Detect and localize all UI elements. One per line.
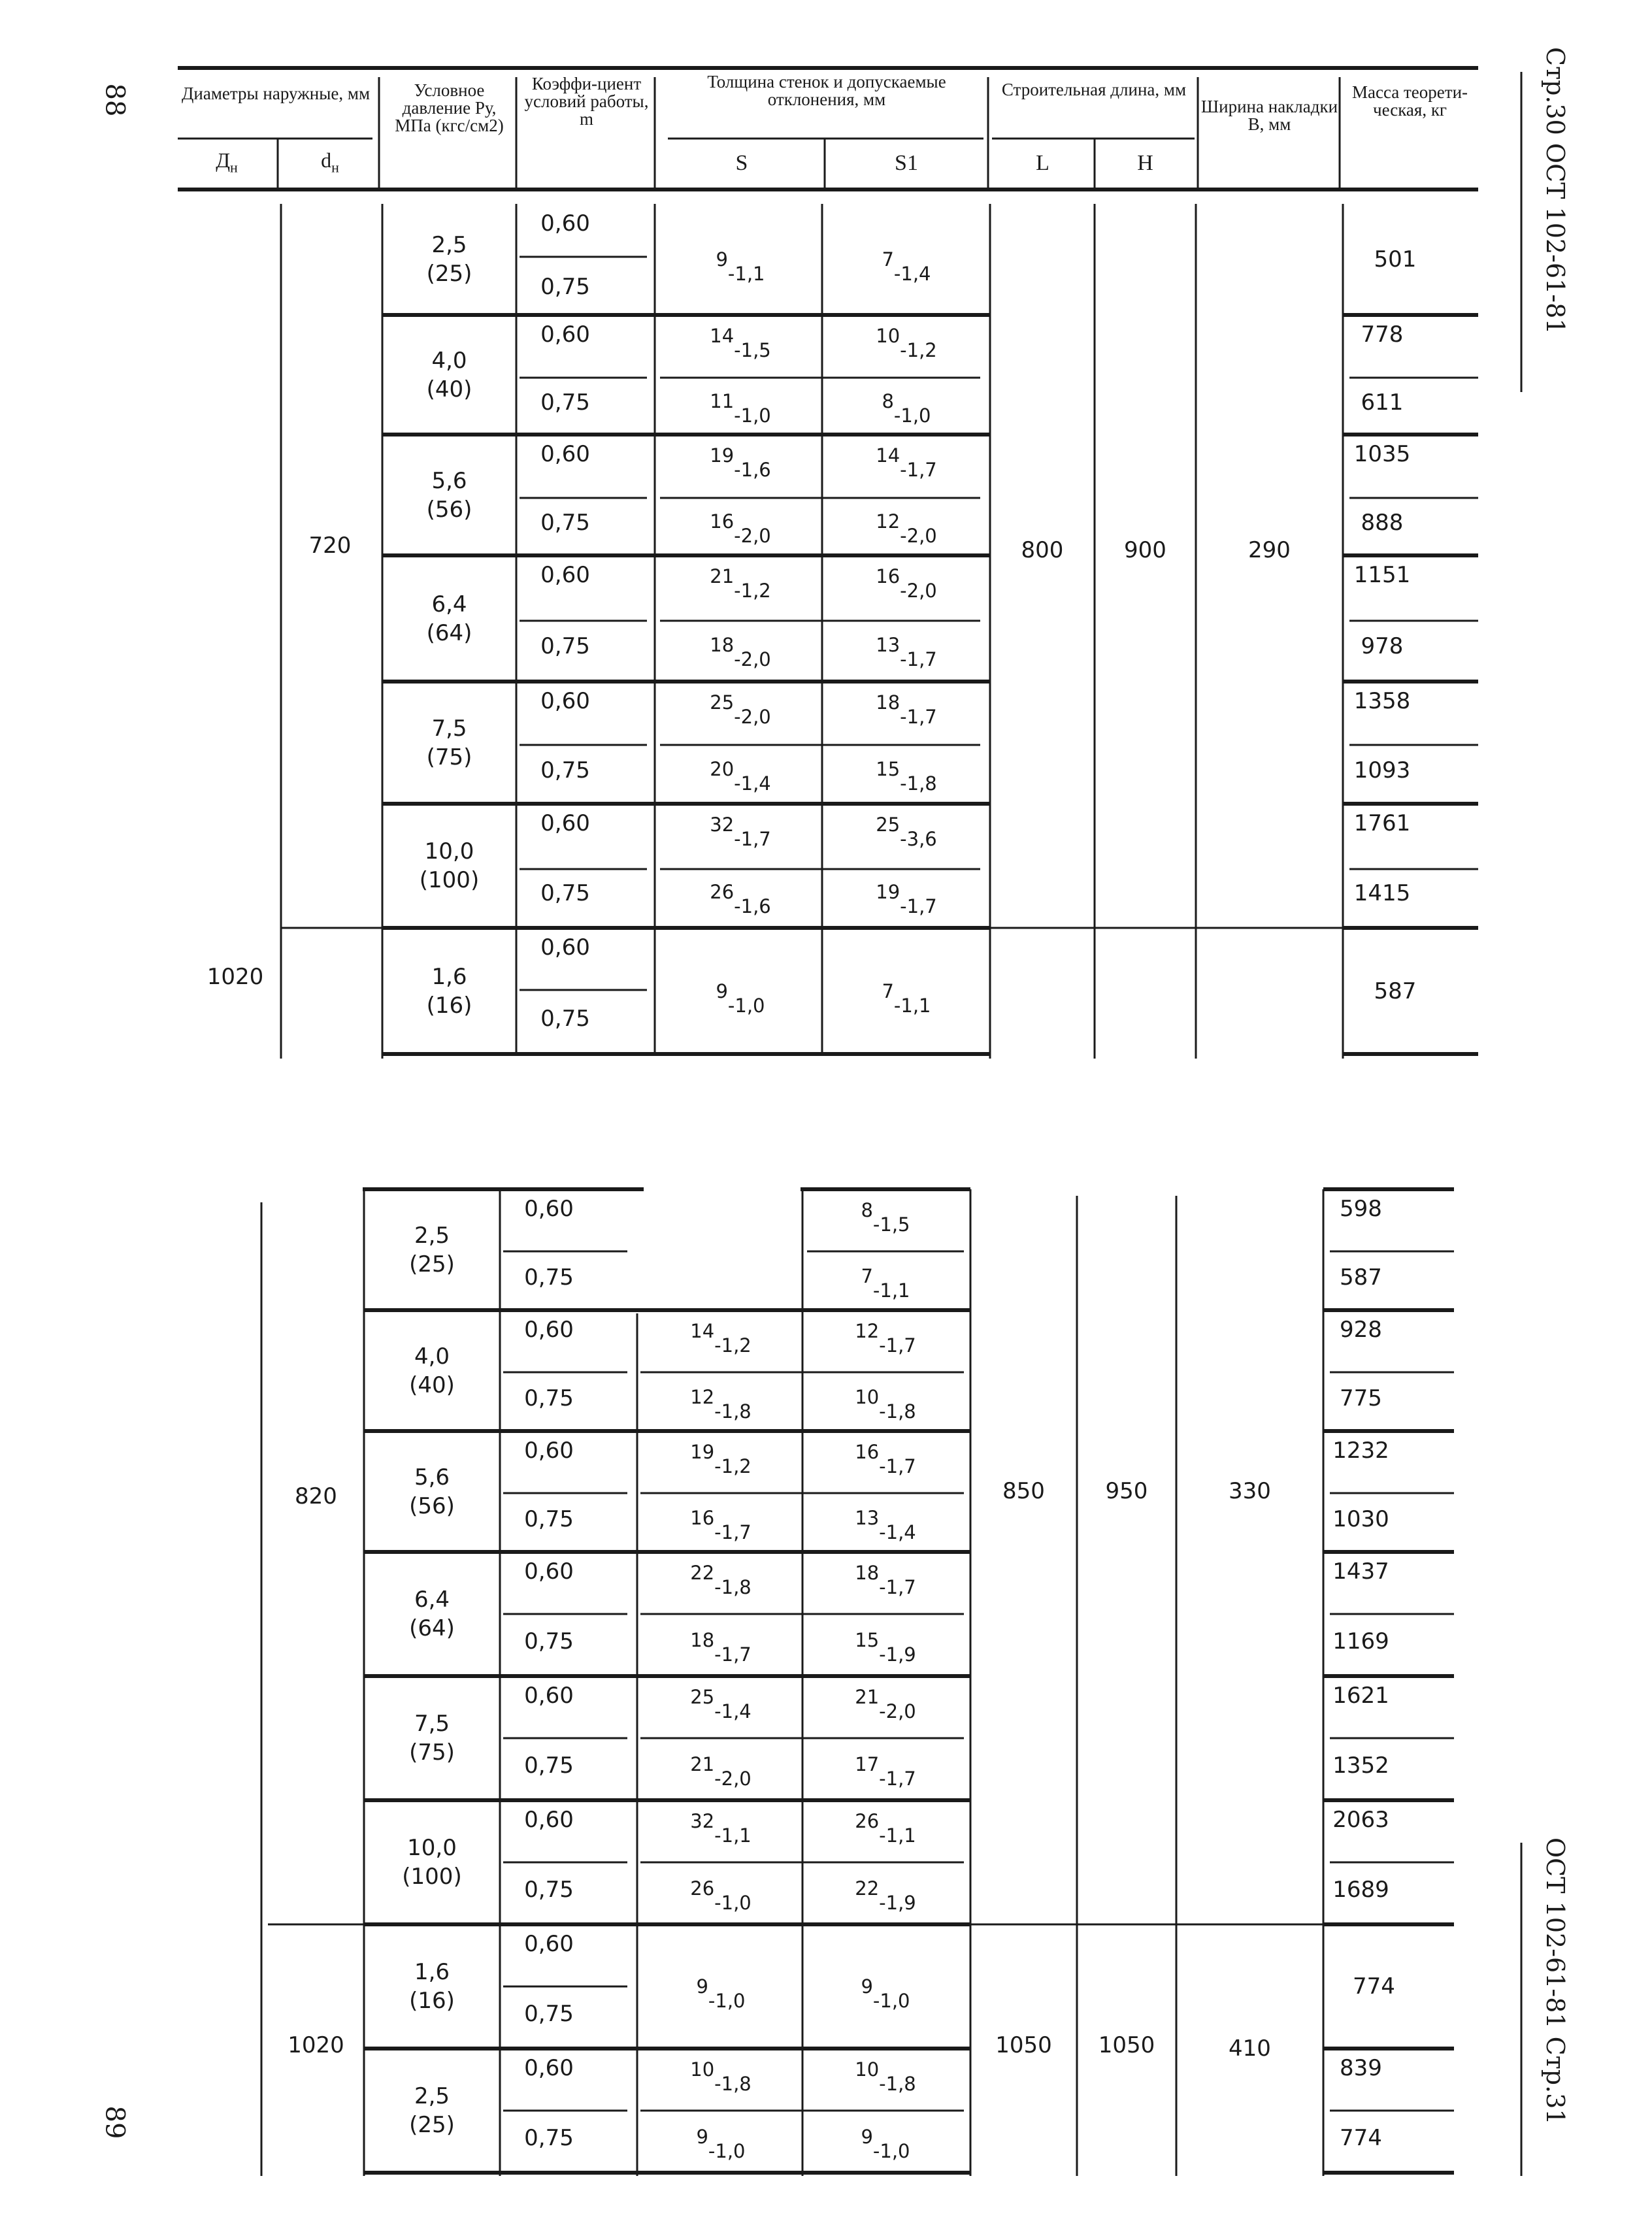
- table1-coef-075: 0,75: [540, 757, 590, 783]
- table1-pressure: 2,5 (25): [426, 232, 472, 287]
- table1-wall-s1-060: $^{25}_{-3,6}$: [876, 814, 937, 850]
- table2-wall-s1-075: $^{22}_{-1,9}$: [855, 1877, 916, 1914]
- table1-wall-s1-060: $^{16}_{-2,0}$: [876, 565, 937, 602]
- header-h: H: [1137, 151, 1153, 175]
- table1-wall-s1-075: $^{13}_{-1,7}$: [876, 633, 937, 670]
- table2-coef-075: 0,75: [524, 1506, 574, 1532]
- header-wall-thickness: Толщина стенок и допускаемые отклонения, мм: [707, 72, 946, 109]
- table1-wall-s1-075: $^{12}_{-2,0}$: [876, 510, 937, 547]
- page-number-left: 88: [99, 83, 130, 117]
- table2-wall-s1-075: $^9_{-1,0}$: [861, 2126, 910, 2162]
- table1-mass-075: 888: [1361, 509, 1404, 536]
- table1-mass: 587: [1374, 978, 1417, 1004]
- table2-coef-075: 0,75: [524, 1264, 574, 1291]
- table2-mass-075: 587: [1340, 1264, 1382, 1291]
- table2-mass-075: 1169: [1332, 1628, 1389, 1655]
- header-l: L: [1036, 151, 1049, 175]
- table2-wall-s-075: $^{26}_{-1,0}$: [690, 1877, 752, 1914]
- table1-pressure: 7,5 (75): [426, 715, 472, 770]
- table1-wall-s1-060: $^{18}_{-1,7}$: [876, 691, 937, 728]
- table2-coef-060: 0,60: [524, 1196, 574, 1222]
- table2-pressure: 2,5 (25): [409, 1222, 455, 1277]
- table2-coef-075: 0,75: [524, 1877, 574, 1903]
- table1-wall-s: $^9_{-1,1}$: [716, 248, 765, 285]
- table2-wall-s1-060: $^{26}_{-1,1}$: [855, 1810, 916, 1847]
- table2-wall-s-060: $^{25}_{-1,4}$: [690, 1686, 752, 1722]
- table1-coef-075: 0,75: [540, 1005, 590, 1032]
- table2-wall-s1-075: $^7_{-1,1}$: [861, 1264, 910, 1302]
- header-coefficient: Коэффи-циент условий работы, m: [524, 74, 649, 129]
- table1-wall-s-075: $^{16}_{-2,0}$: [710, 510, 771, 547]
- table1-wall-s-075: $^{18}_{-2,0}$: [710, 633, 771, 670]
- t2-width-b: 330: [1229, 1478, 1271, 1504]
- table2-coef-060: 0,60: [524, 1558, 574, 1585]
- table2-pressure: 4,0 (40): [409, 1343, 455, 1398]
- table2-coef-075: 0,75: [524, 2125, 574, 2151]
- table1-mass-060: 778: [1361, 321, 1404, 348]
- table2-wall-s1-075: $^{15}_{-1,9}$: [855, 1629, 916, 1666]
- t2-inner-diameter: 820: [295, 1483, 337, 1509]
- table1-wall-s: $^9_{-1,0}$: [716, 980, 765, 1017]
- table1-coef-075: 0,75: [540, 389, 590, 416]
- table1-coef-060: 0,60: [540, 688, 590, 714]
- table1-coef-060: 0,60: [540, 441, 590, 467]
- table2-mass-075: 1689: [1332, 1877, 1389, 1903]
- table1-coef-075: 0,75: [540, 274, 590, 300]
- table2-wall-s-075: $^{21}_{-2,0}$: [690, 1753, 752, 1790]
- table1-wall-s-060: $^{14}_{-1,5}$: [710, 325, 771, 361]
- table2-coef-075: 0,75: [524, 1753, 574, 1779]
- table2-wall-s1-060: $^8_{-1,5}$: [861, 1199, 910, 1236]
- table1-wall-s1-060: $^{14}_{-1,7}$: [876, 444, 937, 481]
- t1-inner-diameter: 720: [308, 533, 352, 559]
- table1-wall-s1-060: $^{10}_{-1,2}$: [876, 325, 937, 361]
- table2-wall-s-075: $^9_{-1,0}$: [696, 2126, 746, 2162]
- table2-wall-s-060: $^{32}_{-1,1}$: [690, 1810, 752, 1847]
- t2-length-h-2: 1050: [1098, 2032, 1155, 2058]
- header-s1: S1: [895, 151, 918, 175]
- table1-mass-075: 1415: [1353, 880, 1411, 906]
- table2-wall-s1-060: $^{10}_{-1,8}$: [855, 2058, 916, 2095]
- table1-wall-s-060: $^{25}_{-2,0}$: [710, 691, 771, 728]
- table2-wall-s: $^9_{-1,0}$: [696, 1975, 746, 2012]
- table2-mass-075: 775: [1340, 1385, 1382, 1411]
- table2-mass-075: 1352: [1332, 1753, 1389, 1779]
- table1-pressure: 5,6 (56): [426, 467, 472, 523]
- table1-coef-060: 0,60: [540, 210, 590, 237]
- table2-wall-s-075: $^{12}_{-1,8}$: [690, 1385, 752, 1423]
- header-dn-small: $d_н$: [321, 148, 339, 176]
- table2-pressure: 5,6 (56): [409, 1464, 455, 1519]
- table2-wall-s1: $^9_{-1,0}$: [861, 1975, 910, 2012]
- table1-mass-060: 1151: [1353, 562, 1411, 588]
- t2-width-b-2: 410: [1229, 2035, 1271, 2062]
- table1-mass-075: 1093: [1353, 757, 1411, 783]
- table1-wall-s-075: $^{26}_{-1,6}$: [710, 881, 771, 917]
- table2-wall-s1-060: $^{16}_{-1,7}$: [855, 1441, 916, 1477]
- table1-wall-s-075: $^{20}_{-1,4}$: [710, 757, 771, 795]
- table2-mass-060: 1437: [1332, 1558, 1389, 1585]
- table2-wall-s-060: $^{22}_{-1,8}$: [690, 1562, 752, 1598]
- header-diameters: Диаметры наружные, мм: [181, 84, 371, 103]
- table1-wall-s1: $^7_{-1,4}$: [882, 248, 931, 285]
- header-dn: $Д_н$: [216, 148, 238, 176]
- table1-coef-060: 0,60: [540, 321, 590, 348]
- table2-coef-060: 0,60: [524, 1438, 574, 1464]
- table2-coef-075: 0,75: [524, 1628, 574, 1655]
- table1-pressure: 6,4 (64): [426, 591, 472, 646]
- table2-pressure: 6,4 (64): [409, 1587, 455, 1641]
- t2-length-l: 850: [1002, 1478, 1045, 1504]
- t1-outer-diameter: 1020: [206, 964, 264, 990]
- table2-mass-060: 2063: [1332, 1807, 1389, 1833]
- table2-wall-s-060: $^{19}_{-1,2}$: [690, 1441, 752, 1477]
- table2-wall-s1-075: $^{13}_{-1,4}$: [855, 1506, 916, 1543]
- table2-coef-060: 0,60: [524, 1683, 574, 1709]
- table2-wall-s-060: $^{14}_{-1,2}$: [690, 1320, 752, 1357]
- table1-pressure: 4,0 (40): [426, 347, 472, 403]
- standard-ref-top: Стр.30 ОСТ 102-61-81: [1541, 47, 1570, 335]
- table2-mass-060: 928: [1340, 1317, 1382, 1343]
- page-number-right: 89: [99, 2105, 130, 2139]
- table1-coef-060: 0,60: [540, 562, 590, 588]
- table2-wall-s1-060: $^{18}_{-1,7}$: [855, 1562, 916, 1598]
- table2-coef-075: 0,75: [524, 1385, 574, 1411]
- table2-mass-075: 774: [1340, 2125, 1382, 2151]
- table2-pressure: 7,5 (75): [409, 1711, 455, 1766]
- t1-length-h: 900: [1124, 537, 1166, 563]
- table2-mass-060: 839: [1340, 2055, 1382, 2081]
- table2-wall-s1-075: $^{17}_{-1,7}$: [855, 1753, 916, 1790]
- table1-mass: 501: [1374, 246, 1417, 272]
- table1-mass-075: 611: [1361, 389, 1404, 416]
- header-width: Ширина накладки B, мм: [1200, 97, 1338, 134]
- table2-pressure: 1,6 (16): [409, 1959, 455, 2014]
- table2-mass-060: 1621: [1332, 1683, 1389, 1709]
- table2-mass-060: 598: [1340, 1196, 1382, 1222]
- table1-coef-075: 0,75: [540, 633, 590, 659]
- table2-mass-060: 1232: [1332, 1438, 1389, 1464]
- table1-coef-060: 0,60: [540, 934, 590, 961]
- table2-coef-075: 0,75: [524, 2001, 574, 2027]
- table1-coef-075: 0,75: [540, 509, 590, 536]
- table1-wall-s-060: $^{21}_{-1,2}$: [710, 565, 771, 602]
- table1-wall-s-075: $^{11}_{-1,0}$: [710, 389, 771, 427]
- table1-mass-075: 978: [1361, 633, 1404, 659]
- table1-wall-s-060: $^{19}_{-1,6}$: [710, 444, 771, 481]
- header-s: S: [735, 151, 748, 175]
- table1-wall-s1-075: $^{15}_{-1,8}$: [876, 757, 937, 795]
- table2-mass-075: 1030: [1332, 1506, 1389, 1532]
- table2-wall-s1-060: $^{12}_{-1,7}$: [855, 1320, 916, 1357]
- table1-coef-075: 0,75: [540, 880, 590, 906]
- table1-pressure: 1,6 (16): [426, 963, 472, 1019]
- table1-mass-060: 1761: [1353, 810, 1411, 836]
- table2-pressure: 10,0 (100): [402, 1835, 462, 1890]
- header-length: Строительная длина, мм: [1001, 80, 1187, 99]
- t2-length-l-2: 1050: [995, 2032, 1052, 2058]
- table1-coef-060: 0,60: [540, 810, 590, 836]
- t2-outer-diameter-2: 1020: [288, 2032, 344, 2058]
- table1-wall-s1: $^7_{-1,1}$: [882, 980, 931, 1017]
- table1-wall-s1-075: $^8_{-1,0}$: [882, 389, 931, 427]
- table1-wall-s1-075: $^{19}_{-1,7}$: [876, 881, 937, 917]
- table2-mass: 774: [1353, 1973, 1395, 2000]
- t2-length-h: 950: [1105, 1478, 1148, 1504]
- table1-wall-s-060: $^{32}_{-1,7}$: [710, 814, 771, 850]
- header-pressure: Условное давление Pу, МПа (кгс/см2): [395, 80, 504, 135]
- table2-coef-060: 0,60: [524, 2055, 574, 2081]
- table2-wall-s-060: $^{10}_{-1,8}$: [690, 2058, 752, 2095]
- standard-ref-bottom: ОСТ 102-61-81 Стр.31: [1541, 1837, 1570, 2125]
- table2-coef-060: 0,60: [524, 1807, 574, 1833]
- table1-pressure: 10,0 (100): [419, 838, 480, 893]
- table1-mass-060: 1358: [1353, 688, 1411, 714]
- table2-coef-060: 0,60: [524, 1931, 574, 1957]
- table2-coef-060: 0,60: [524, 1317, 574, 1343]
- table2-wall-s-075: $^{16}_{-1,7}$: [690, 1506, 752, 1543]
- table1-mass-060: 1035: [1353, 441, 1411, 467]
- table2-wall-s1-060: $^{21}_{-2,0}$: [855, 1686, 916, 1722]
- table2-pressure: 2,5 (25): [409, 2083, 455, 2138]
- t1-length-l: 800: [1021, 537, 1064, 563]
- t1-width-b: 290: [1248, 537, 1291, 563]
- table2-wall-s1-075: $^{10}_{-1,8}$: [855, 1385, 916, 1423]
- header-mass: Масса теорети-ческая, кг: [1351, 82, 1468, 120]
- table2-wall-s-075: $^{18}_{-1,7}$: [690, 1629, 752, 1666]
